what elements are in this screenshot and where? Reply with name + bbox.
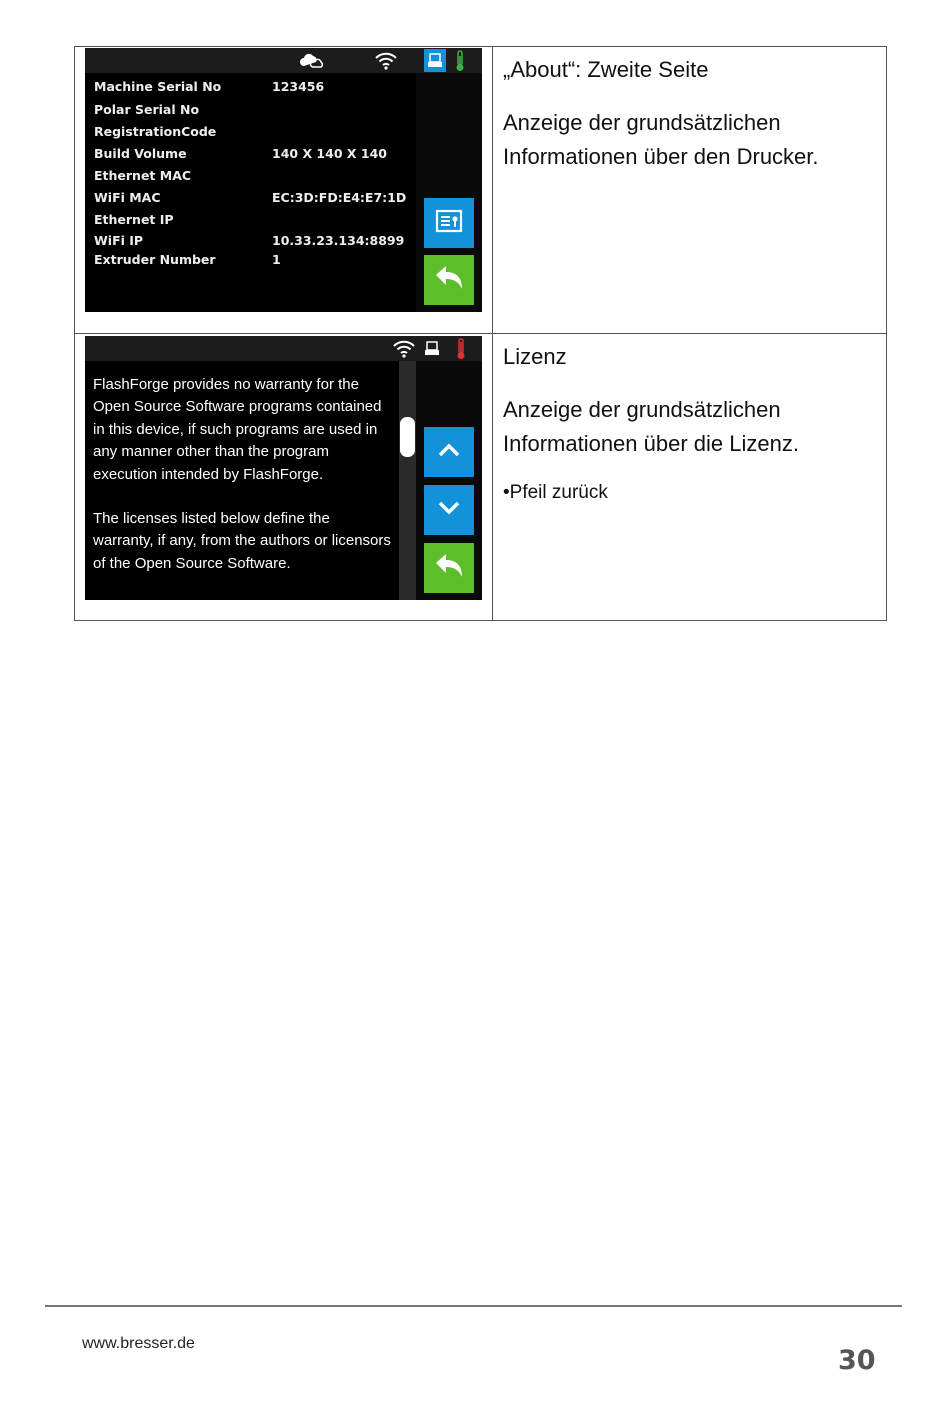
table-row-about	[75, 47, 887, 334]
license-paragraph: FlashForge provides no warranty for the Open Source Software programs contained in this device, if such programs are used in any manner other than the program execution intended by FlashForge.	[93, 376, 382, 483]
side-button-panel	[416, 361, 482, 600]
chevron-down-icon	[437, 500, 461, 521]
bullet-back-arrow: •Pfeil zurück	[503, 482, 608, 503]
printer-screen-license	[85, 336, 482, 600]
license-heading: Lizenz	[503, 344, 567, 369]
chevron-up-icon	[437, 442, 461, 463]
manual-table	[74, 46, 887, 621]
thermometer-icon	[453, 50, 467, 71]
info-label: RegistrationCode	[94, 124, 217, 139]
info-label: Polar Serial No	[94, 102, 200, 117]
thermometer-icon	[454, 338, 468, 359]
info-value: 140 X 140 X 140	[272, 146, 387, 161]
wifi-icon	[391, 338, 417, 359]
info-value: EC:3D:FD:E4:E7:1D	[272, 190, 407, 205]
printer-screen-about	[85, 48, 482, 312]
info-card-button[interactable]	[424, 198, 474, 248]
description-cell	[493, 334, 887, 621]
footer-divider	[45, 1305, 902, 1307]
back-button[interactable]	[424, 543, 474, 593]
table-row-license	[75, 334, 887, 621]
info-value: 1	[272, 252, 281, 267]
status-bar	[85, 336, 482, 361]
scrollbar[interactable]	[399, 361, 416, 600]
info-label: Extruder Number	[94, 252, 216, 267]
info-label: Machine Serial No	[94, 79, 222, 94]
info-label: WiFi MAC	[94, 190, 161, 205]
printer-icon	[424, 49, 446, 72]
info-label: Build Volume	[94, 146, 187, 161]
status-bar	[85, 48, 482, 73]
about-heading: „About“: Zweite Seite	[503, 57, 709, 82]
license-description: Anzeige der grundsätzlichen Informationen über die Lizenz.	[503, 397, 799, 456]
cloud-icon	[297, 50, 327, 71]
scrollbar-thumb[interactable]	[400, 417, 415, 457]
license-text	[93, 374, 393, 597]
scroll-down-button[interactable]	[424, 485, 474, 535]
back-arrow-icon	[434, 553, 464, 584]
license-paragraph: The licenses listed below define the warranty, if any, from the authors or licensors of the Open Source Software.	[93, 510, 391, 572]
screenshot-cell	[75, 334, 493, 621]
info-value: 10.33.23.134:8899	[272, 233, 405, 248]
info-label: WiFi IP	[94, 233, 144, 248]
info-value: 123456	[272, 79, 325, 94]
info-card-icon	[435, 208, 463, 239]
info-label: Ethernet MAC	[94, 168, 192, 183]
about-description: Anzeige der grundsätzlichen Informationen über den Drucker.	[503, 110, 819, 169]
scroll-up-button[interactable]	[424, 427, 474, 477]
screenshot-cell	[75, 47, 493, 334]
printer-icon	[423, 338, 441, 359]
description-cell	[493, 47, 887, 334]
back-arrow-icon	[434, 265, 464, 296]
info-label: Ethernet IP	[94, 212, 174, 227]
side-button-panel	[416, 73, 482, 312]
page-number: 30	[838, 1345, 876, 1376]
footer-url[interactable]: www.bresser.de	[82, 1335, 195, 1352]
back-button[interactable]	[424, 255, 474, 305]
wifi-icon	[373, 50, 399, 71]
